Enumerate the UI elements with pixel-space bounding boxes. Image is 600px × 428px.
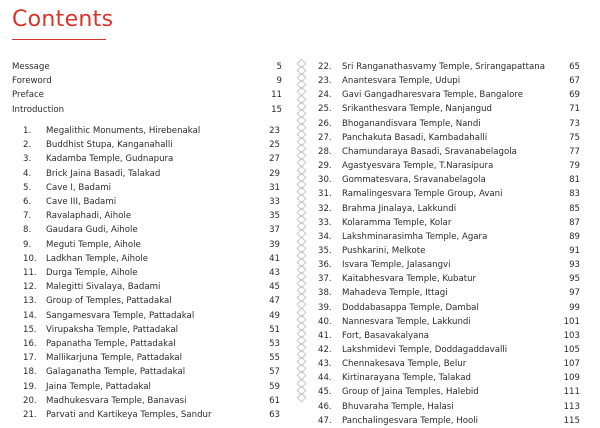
entry-title: Message	[12, 62, 50, 72]
entry-title: Anantesvara Temple, Udupi	[342, 76, 461, 87]
entry-page-number: 107	[563, 359, 580, 370]
entry-page-number: 59	[269, 381, 280, 392]
entry-title: Ravalaphadi, Aihole	[46, 211, 132, 222]
entry-title: Kolaramma Temple, Kolar	[342, 217, 452, 228]
entry-title: Virupaksha Temple, Pattadakal	[46, 324, 178, 335]
front-matter-row	[12, 74, 284, 88]
entry-number: 34.	[318, 231, 332, 242]
contents-row	[318, 385, 590, 399]
contents-row	[318, 117, 590, 131]
entry-number: 15.	[23, 324, 37, 335]
entry-page-number: 79	[569, 161, 580, 172]
entry-title: Introduction	[12, 104, 65, 115]
contents-row	[318, 102, 590, 116]
entry-title: Jaina Temple, Pattadakal	[46, 381, 151, 392]
entry-title: Preface	[12, 90, 44, 101]
contents-row	[23, 167, 285, 181]
contents-row	[318, 258, 590, 272]
entry-title: Group of Temples, Pattadakal	[46, 296, 172, 307]
entry-title: Mallikarjuna Temple, Pattadakal	[46, 353, 183, 364]
entry-number: 12.	[23, 282, 37, 293]
front-matter-row	[12, 60, 284, 74]
entry-number: 26.	[318, 118, 332, 129]
entry-page-number: 27	[269, 154, 280, 165]
entry-number: 21.	[23, 410, 37, 420]
entry-page-number: 81	[569, 175, 580, 186]
entry-page-number: 23	[269, 126, 280, 136]
entry-title: Gommatesvara, Sravanabelagola	[342, 175, 486, 186]
entry-title: Madhukesvara Temple, Banavasi	[46, 395, 187, 406]
entry-number: 6.	[23, 197, 32, 207]
entry-page-number: 37	[269, 225, 280, 236]
entry-number: 8.	[23, 225, 32, 236]
entry-title: Foreword	[12, 76, 52, 87]
entry-title: Doddabasappa Temple, Dambal	[342, 302, 479, 313]
entry-page-number: 85	[569, 203, 580, 214]
contents-row	[318, 244, 590, 258]
entry-number: 24.	[318, 90, 332, 101]
contents-row	[23, 323, 285, 337]
contents-row	[318, 357, 590, 371]
entry-number: 19.	[23, 381, 37, 392]
contents-row	[318, 145, 590, 159]
contents-row	[23, 337, 285, 351]
entry-number: 17.	[23, 353, 37, 364]
entry-number: 1.	[23, 126, 32, 136]
contents-row	[23, 394, 285, 408]
contents-row	[23, 280, 285, 294]
entry-number: 3.	[23, 154, 32, 165]
entry-page-number: 93	[569, 260, 580, 271]
entry-page-number: 87	[569, 217, 580, 228]
entry-page-number: 45	[269, 282, 280, 293]
entry-page-number: 115	[563, 415, 580, 426]
entry-title: Panchakuta Basadi, Kambadahalli	[342, 132, 488, 143]
entry-title: Kaitabhesvara Temple, Kubatur	[342, 274, 477, 285]
contents-row	[318, 315, 590, 329]
entry-title: Sri Ranganathasvamy Temple, Srirangapattana	[342, 62, 545, 72]
entry-title: Chamundaraya Basadi, Sravanabelagola	[342, 146, 517, 157]
entry-page-number: 109	[563, 373, 580, 384]
contents-row	[318, 216, 590, 230]
contents-row	[318, 74, 590, 88]
contents-row	[23, 309, 285, 323]
entry-number: 29.	[318, 161, 332, 172]
entry-page-number: 97	[569, 288, 580, 299]
entry-number: 25.	[318, 104, 332, 115]
entry-page-number: 41	[269, 253, 280, 264]
entry-page-number: 67	[569, 76, 580, 87]
entry-number: 22.	[318, 62, 332, 72]
entry-number: 11.	[23, 268, 37, 278]
entry-number: 40.	[318, 316, 332, 327]
contents-row	[318, 272, 590, 286]
contents-row	[23, 124, 285, 138]
entry-page-number: 105	[563, 345, 580, 355]
contents-row	[318, 187, 590, 201]
entry-page-number: 9	[276, 76, 282, 87]
entry-title: Ramalingesvara Temple Group, Avani	[342, 189, 503, 200]
entry-title: Cave III, Badami	[46, 197, 117, 207]
entry-title: Meguti Temple, Aihole	[46, 239, 141, 250]
entry-page-number: 15	[271, 104, 282, 115]
entry-number: 32.	[318, 203, 332, 214]
entry-title: Gaudara Gudi, Aihole	[46, 225, 138, 236]
entry-number: 42.	[318, 345, 332, 355]
entry-number: 36.	[318, 260, 332, 271]
contents-row	[23, 152, 285, 166]
entry-title: Mahadeva Temple, Ittagi	[342, 288, 448, 299]
contents-row	[23, 365, 285, 379]
entry-title: Group of Jaina Temples, Halebid	[342, 387, 479, 398]
entry-page-number: 39	[269, 239, 280, 250]
entry-title: Buddhist Stupa, Kanganahalli	[46, 140, 173, 151]
entry-page-number: 11	[271, 90, 282, 101]
entry-number: 14.	[23, 310, 37, 321]
entry-number: 43.	[318, 359, 332, 370]
contents-row	[318, 329, 590, 343]
contents-row	[23, 380, 285, 394]
contents-row	[23, 209, 285, 223]
entry-page-number: 29	[269, 168, 280, 179]
entry-number: 20.	[23, 395, 37, 406]
entry-page-number: 77	[569, 146, 580, 157]
entry-page-number: 61	[269, 395, 280, 406]
entry-number: 28.	[318, 146, 332, 157]
contents-row	[23, 252, 285, 266]
entry-title: Brick Jaina Basadi, Talakad	[46, 168, 161, 179]
entry-title: Cave I, Badami	[46, 182, 112, 193]
entry-page-number: 43	[269, 268, 280, 278]
entry-number: 5.	[23, 182, 32, 193]
entry-number: 9.	[23, 239, 32, 250]
entry-title: Ladkhan Temple, Aihole	[46, 253, 149, 264]
entry-page-number: 73	[569, 118, 580, 129]
entry-number: 18.	[23, 367, 37, 378]
contents-row	[23, 138, 285, 152]
entry-page-number: 31	[269, 182, 280, 193]
entry-title: Isvara Temple, Jalasangvi	[342, 260, 451, 271]
entry-number: 10.	[23, 253, 37, 264]
entry-page-number: 5	[276, 62, 282, 72]
contents-row	[23, 195, 285, 209]
entry-title: Chennakesava Temple, Belur	[342, 359, 467, 370]
contents-row	[318, 173, 590, 187]
entry-page-number: 75	[569, 132, 580, 143]
entry-page-number: 35	[269, 211, 280, 222]
contents-row	[23, 223, 285, 237]
entry-number: 46.	[318, 401, 332, 412]
entry-page-number: 47	[269, 296, 280, 307]
entry-page-number: 55	[269, 353, 280, 364]
contents-row	[318, 131, 590, 145]
entry-page-number: 57	[269, 367, 280, 378]
entry-number: 33.	[318, 217, 332, 228]
entry-number: 35.	[318, 245, 332, 256]
front-matter-row	[12, 103, 284, 117]
entry-page-number: 63	[269, 410, 280, 420]
contents-row	[23, 181, 285, 195]
entry-number: 30.	[318, 175, 332, 186]
contents-row	[318, 88, 590, 102]
entry-title: Srikanthesvara Temple, Nanjangud	[342, 104, 493, 115]
entry-title: Sangamesvara Temple, Pattadakal	[46, 310, 195, 321]
contents-row	[23, 408, 285, 422]
entry-title: Fort, Basavakalyana	[342, 330, 430, 341]
front-matter-row	[12, 88, 284, 102]
entry-page-number: 111	[563, 387, 580, 398]
entry-number: 27.	[318, 132, 332, 143]
entry-number: 41.	[318, 330, 332, 341]
page-heading: Contents	[12, 7, 114, 32]
column-divider	[297, 60, 305, 405]
entry-page-number: 71	[569, 104, 580, 115]
entry-page-number: 33	[269, 197, 280, 207]
entry-number: 39.	[318, 302, 332, 313]
entry-number: 23.	[318, 76, 332, 87]
entry-number: 44.	[318, 373, 332, 384]
entry-title: Nannesvara Temple, Lakkundi	[342, 316, 471, 327]
entry-number: 47.	[318, 415, 332, 426]
contents-row	[318, 202, 590, 216]
entry-title: Kadamba Temple, Gudnapura	[46, 154, 174, 165]
contents-row	[318, 230, 590, 244]
contents-row	[318, 60, 590, 74]
contents-row	[318, 286, 590, 300]
contents-row	[318, 371, 590, 385]
contents-row	[23, 351, 285, 365]
entry-page-number: 65	[569, 62, 580, 72]
entry-title: Pushkarini, Melkote	[342, 245, 426, 256]
entry-title: Papanatha Temple, Pattadakal	[46, 339, 176, 349]
entry-title: Parvati and Kartikeya Temples, Sandur	[46, 410, 212, 420]
entry-number: 7.	[23, 211, 32, 222]
divider-ornament	[297, 392, 307, 402]
entry-number: 31.	[318, 189, 332, 200]
entry-title: Bhoganandisvara Temple, Nandi	[342, 118, 481, 129]
entry-title: Bhuvaraha Temple, Halasi	[342, 401, 454, 412]
entry-page-number: 49	[269, 310, 280, 321]
contents-row	[23, 266, 285, 280]
entry-title: Kirtinarayana Temple, Talakad	[342, 373, 471, 384]
contents-row	[318, 159, 590, 173]
contents-row	[23, 294, 285, 308]
contents-row	[23, 238, 285, 252]
entry-page-number: 91	[569, 245, 580, 256]
heading-underline	[12, 39, 106, 40]
entry-page-number: 69	[569, 90, 580, 101]
entry-number: 38.	[318, 288, 332, 299]
entry-title: Galaganatha Temple, Pattadakal	[46, 367, 186, 378]
entry-page-number: 113	[563, 401, 580, 412]
entry-number: 45.	[318, 387, 332, 398]
entry-page-number: 89	[569, 231, 580, 242]
entry-page-number: 103	[563, 330, 580, 341]
entry-page-number: 83	[569, 189, 580, 200]
contents-row	[318, 301, 590, 315]
entry-page-number: 99	[569, 302, 580, 313]
entry-title: Durga Temple, Aihole	[46, 268, 138, 278]
contents-row	[318, 400, 590, 414]
entry-title: Brahma Jinalaya, Lakkundi	[342, 203, 457, 214]
entry-title: Lakshminarasimha Temple, Agara	[342, 231, 488, 242]
entry-title: Malegitti Sivalaya, Badami	[46, 282, 161, 293]
entry-page-number: 51	[269, 324, 280, 335]
entry-number: 16.	[23, 339, 37, 349]
entry-page-number: 53	[269, 339, 280, 349]
entry-number: 2.	[23, 140, 32, 151]
entry-page-number: 101	[563, 316, 580, 327]
entry-page-number: 25	[269, 140, 280, 151]
entry-title: Lakshmidevi Temple, Doddagaddavalli	[342, 345, 508, 355]
entry-number: 4.	[23, 168, 32, 179]
entry-number: 13.	[23, 296, 37, 307]
entry-page-number: 95	[569, 274, 580, 285]
entry-title: Panchalingesvara Temple, Hooli	[342, 415, 479, 426]
contents-row	[318, 343, 590, 357]
entry-title: Megalithic Monuments, Hirebenakal	[46, 126, 201, 136]
entry-number: 37.	[318, 274, 332, 285]
entry-title: Agastyesvara Temple, T.Narasipura	[342, 161, 494, 172]
entry-title: Gavi Gangadharesvara Temple, Bangalore	[342, 90, 524, 101]
contents-row	[318, 414, 590, 428]
